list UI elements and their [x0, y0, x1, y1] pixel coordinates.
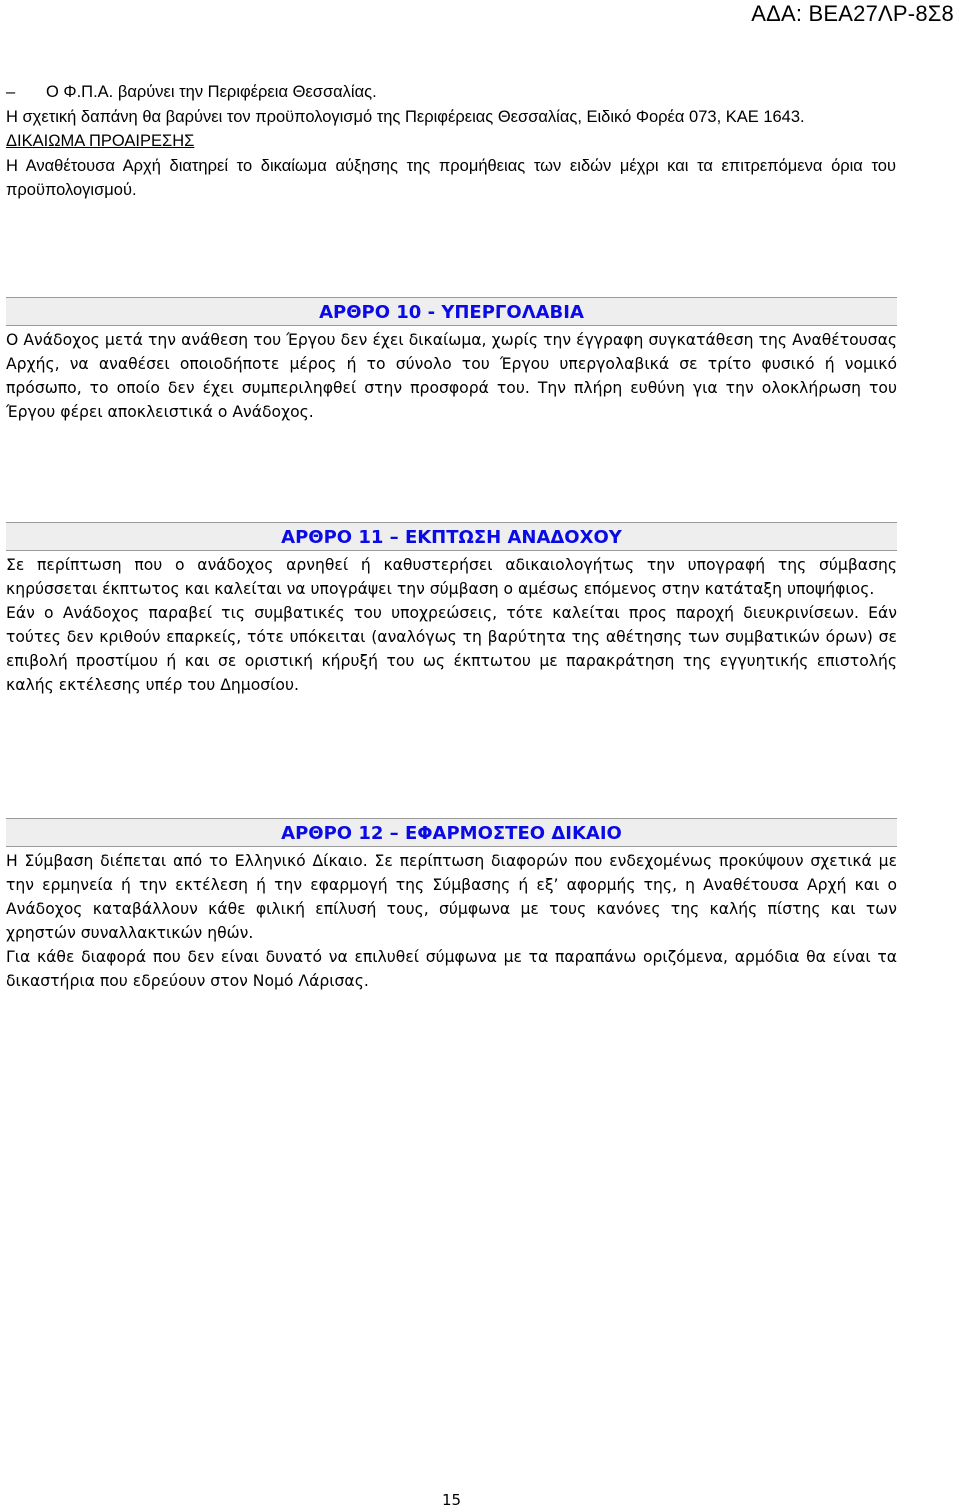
page-number: 15: [441, 1491, 462, 1509]
article-10-section: [6, 297, 897, 424]
vat-text: Ο Φ.Π.Α. βαρύνει την Περιφέρεια Θεσσαλίας.: [46, 83, 377, 101]
dash-list-item: [6, 80, 896, 105]
article-11-heading: ΑΡΘΡΟ 11 – ΕΚΠΤΩΣΗ ΑΝΑΔΟΧΟΥ: [6, 522, 897, 551]
article-12-paragraph-1: Η Σύμβαση διέπεται από το Ελληνικό Δίκαιο. Σε περίπτωση διαφορών που ενδεχομένως προκύψουν σχετικά με την ερμηνεία ή την εκτέλεση ή την εφαρμογή της Σύμβασης ή εξ’ αφορμής της, η Αναθέτουσα Αρχή και ο Ανάδοχος καταβάλλουν κάθε φιλική επίλυσή τους, σύμφωνα με τους κανόνες της καλής πίστης και των χρηστών συναλλακτικών ηθών.: [6, 852, 897, 942]
list-dash: –: [6, 83, 16, 101]
article-12-body: [6, 849, 897, 993]
article-10-body: [6, 328, 897, 424]
article-12-section: [6, 818, 897, 993]
budget-text: Η σχετική δαπάνη θα βαρύνει τον προϋπολογισμό της Περιφέρειας Θεσσαλίας, Ειδικό Φορέα 073, ΚΑΕ 1643.: [6, 107, 805, 126]
option-heading: ΔΙΚΑΙΩΜΑ ΠΡΟΑΙΡΕΣΗΣ: [6, 132, 195, 150]
article-11-paragraph-1: Σε περίπτωση που ο ανάδοχος αρνηθεί ή καθυστερήσει αδικαιολογήτως την υπογραφή της σύμβασης κηρύσσεται έκπτωτος και καλείται να υπογράψει την σύμβαση ο αμέσως επόμενος στην κατάταξη υποψήφιος.: [6, 556, 897, 598]
ada-code: ΑΔΑ: ΒΕΑ27ΛΡ-8Σ8: [751, 1, 954, 26]
article-11-section: [6, 522, 897, 697]
article-12-heading: ΑΡΘΡΟ 12 – ΕΦΑΡΜΟΣΤΕΟ ΔΙΚΑΙΟ: [6, 818, 897, 847]
top-text-block: [6, 80, 896, 203]
article-12-paragraph-2: Για κάθε διαφορά που δεν είναι δυνατό να επιλυθεί σύμφωνα με τα παραπάνω οριζόμενα, αρμόδια θα είναι τα δικαστήρια που εδρεύουν στον Νομό Λάρισας.: [6, 948, 897, 990]
article-11-body: [6, 553, 897, 697]
article-10-heading: ΑΡΘΡΟ 10 - ΥΠΕΡΓΟΛΑΒΙΑ: [6, 297, 897, 326]
article-11-paragraph-2: Εάν ο Ανάδοχος παραβεί τις συμβατικές του υποχρεώσεις, τότε καλείται προς παροχή διευκρινίσεων. Εάν τούτες δεν κριθούν επαρκείς, τότε υπόκειται (αναλόγως τη βαρύτητα της αθέτησης των συμβατικών όρων) σε επιβολή προστίμου ή και σε οριστική κήρυξή του ως έκπτωτου με παρακράτηση της εγγυητικής επιστολής καλής εκτέλεσης υπέρ του Δημοσίου.: [6, 604, 897, 694]
article-10-paragraph: Ο Ανάδοχος μετά την ανάθεση του Έργου δεν έχει δικαίωμα, χωρίς την έγγραφη συγκατάθεση της Αναθέτουσας Αρχής, να αναθέσει οποιοδήποτε μέρος ή το σύνολο του Έργου υπεργολαβικά σε τρίτο φυσικό ή νομικό πρόσωπο, το οποίο δεν έχει συμπεριληφθεί στην προσφορά του. Την πλήρη ευθύνη για την ολοκλήρωση του Έργου φέρει αποκλειστικά ο Ανάδοχος.: [6, 331, 897, 421]
option-text: Η Αναθέτουσα Αρχή διατηρεί το δικαίωμα αύξησης της προμήθειας των ειδών μέχρι και τα επιτρεπόμενα όρια του προϋπολογισμού.: [6, 156, 896, 199]
